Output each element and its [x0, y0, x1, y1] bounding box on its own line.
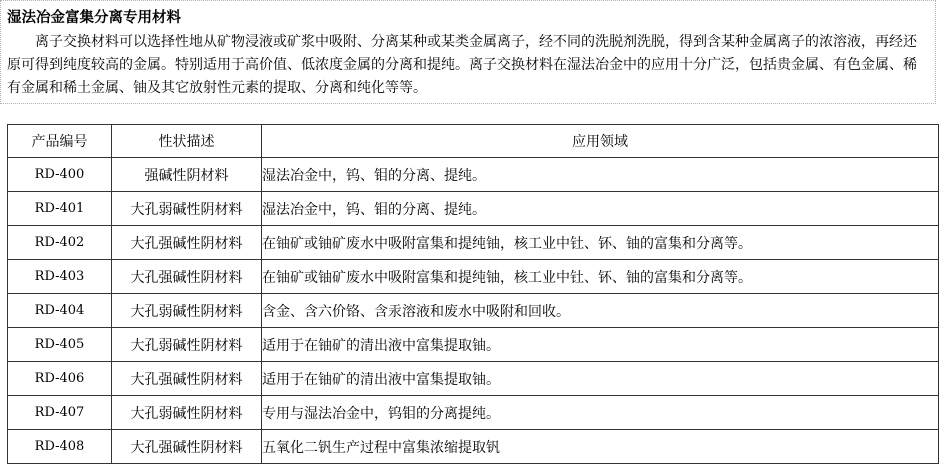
product-code: RD-408	[8, 430, 112, 464]
product-description: 大孔强碱性阴材料	[112, 362, 262, 396]
product-application: 含金、含六价铬、含汞溶液和废水中吸附和回收。	[262, 294, 939, 328]
product-code: RD-403	[8, 260, 112, 294]
table-row	[8, 294, 939, 328]
table-row	[8, 226, 939, 260]
table-row	[8, 328, 939, 362]
product-description: 大孔强碱性阴材料	[112, 226, 262, 260]
table-row	[8, 192, 939, 226]
product-application: 湿法冶金中，钨、钼的分离、提纯。	[262, 192, 939, 226]
product-code: RD-407	[8, 396, 112, 430]
product-description: 大孔强碱性阴材料	[112, 430, 262, 464]
product-code: RD-401	[8, 192, 112, 226]
table-header-row	[8, 125, 939, 158]
product-code: RD-405	[8, 328, 112, 362]
table-row	[8, 362, 939, 396]
product-description: 大孔弱碱性阴材料	[112, 328, 262, 362]
header-description: 性状描述	[112, 125, 262, 158]
product-application: 在铀矿或铀矿废水中吸附富集和提纯铀，核工业中钍、钚、铀的富集和分离等。	[262, 260, 939, 294]
table-row	[8, 158, 939, 192]
table-row	[8, 396, 939, 430]
product-application: 在铀矿或铀矿废水中吸附富集和提纯铀，核工业中钍、钚、铀的富集和分离等。	[262, 226, 939, 260]
product-description: 大孔弱碱性阴材料	[112, 192, 262, 226]
product-application: 适用于在铀矿的清出液中富集提取铀。	[262, 362, 939, 396]
intro-paragraph: 离子交换材料可以选择性地从矿物浸液或矿浆中吸附、分离某种或某类金属离子，经不同的洗脱剂洗脱，得到含某种金属离子的浓溶液，再经还原可得到纯度较高的金属。特别适用于高价值、低浓度金属的分离和提纯。离子交换材料在湿法冶金中的应用十分广泛，包括贵金属、有色金属、稀有金属和稀土金属、铀及其它放射性元素的提取、分离和纯化等等。	[7, 34, 917, 96]
product-code: RD-406	[8, 362, 112, 396]
intro-title: 湿法冶金富集分离专用材料	[7, 10, 181, 26]
product-code: RD-400	[8, 158, 112, 192]
table-row	[8, 260, 939, 294]
product-description: 强碱性阴材料	[112, 158, 262, 192]
product-code: RD-404	[8, 294, 112, 328]
header-application: 应用领域	[262, 125, 939, 158]
product-application: 适用于在铀矿的清出液中富集提取铀。	[262, 328, 939, 362]
product-application: 五氧化二钒生产过程中富集浓缩提取钒	[262, 430, 939, 464]
product-application: 专用与湿法冶金中，钨钼的分离提纯。	[262, 396, 939, 430]
table-row	[8, 430, 939, 464]
header-product-code: 产品编号	[8, 125, 112, 158]
intro-section	[0, 0, 936, 104]
product-description: 大孔强碱性阴材料	[112, 260, 262, 294]
product-code: RD-402	[8, 226, 112, 260]
product-description: 大孔弱碱性阴材料	[112, 396, 262, 430]
product-table	[7, 124, 939, 464]
product-description: 大孔弱碱性阴材料	[112, 294, 262, 328]
product-application: 湿法冶金中，钨、钼的分离、提纯。	[262, 158, 939, 192]
